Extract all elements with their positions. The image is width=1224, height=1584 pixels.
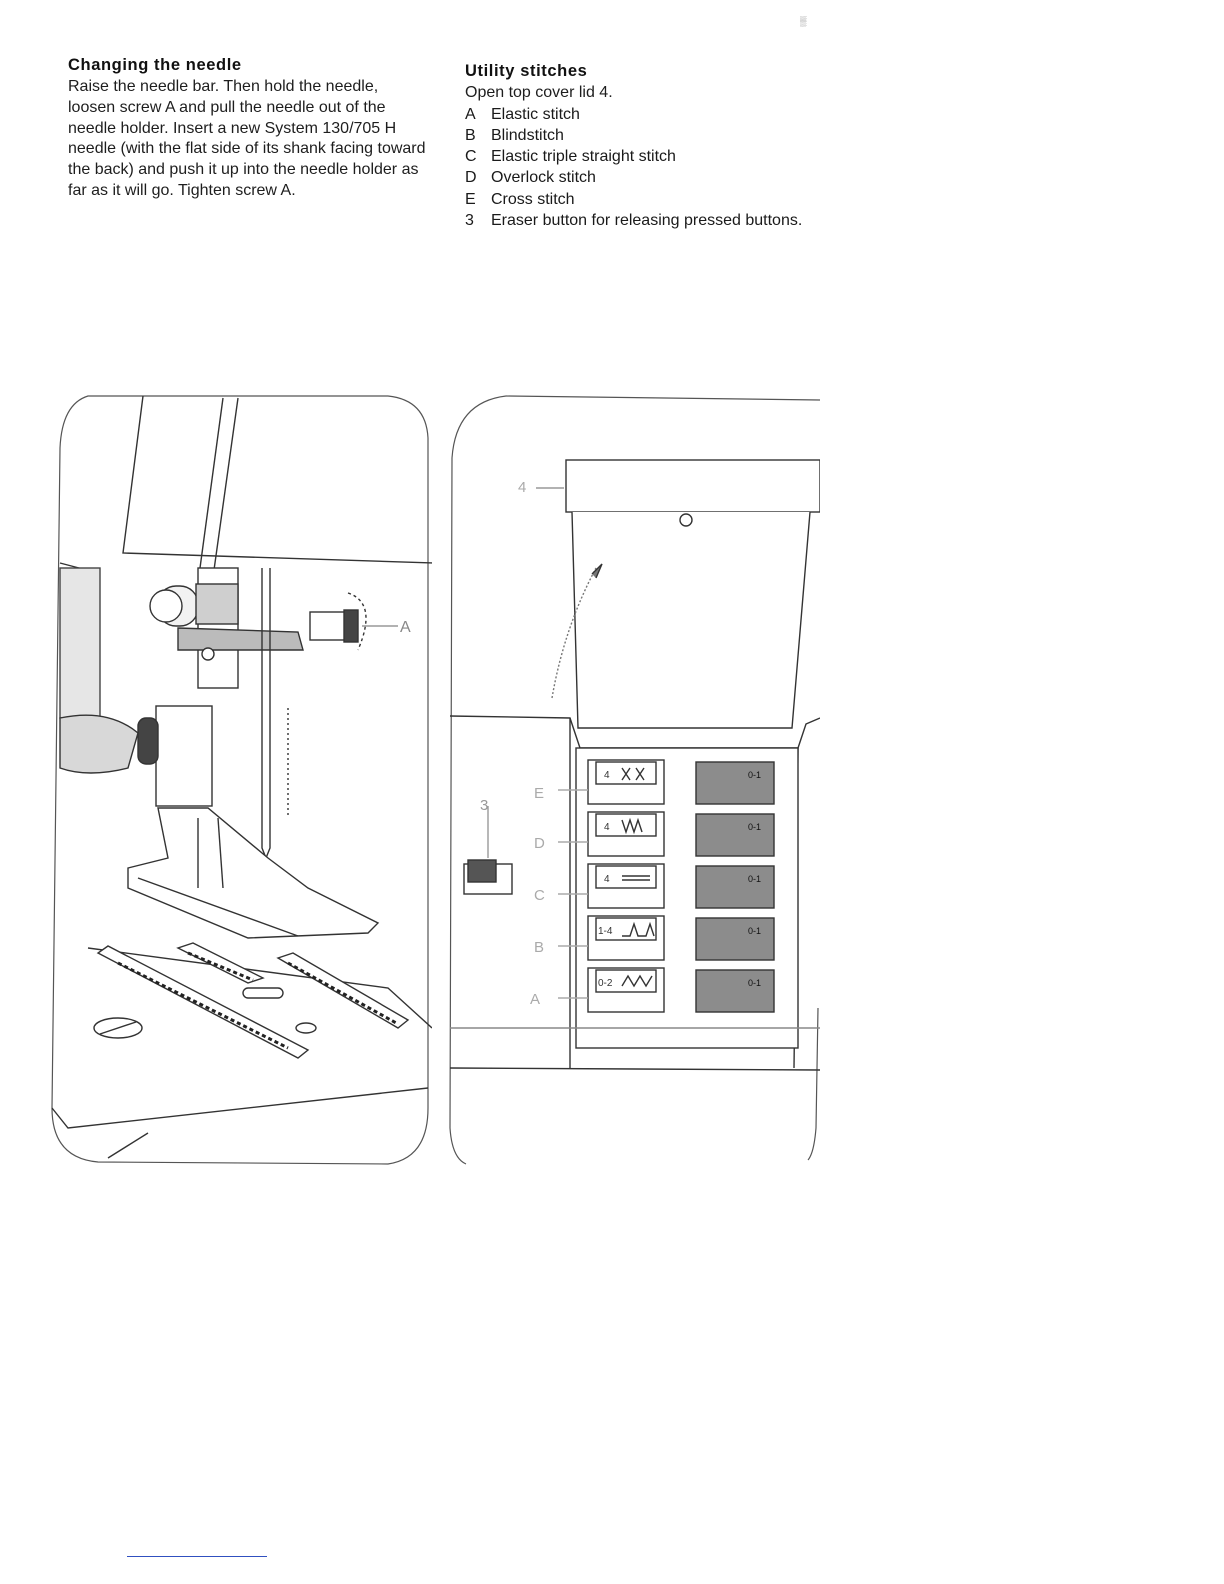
- svg-text:4: 4: [604, 770, 610, 781]
- figure-label-eraser: 3: [480, 797, 489, 814]
- button-label: E: [534, 785, 545, 802]
- svg-text:0-1: 0-1: [748, 978, 762, 988]
- svg-text:4: 4: [604, 874, 610, 885]
- list-item: E Cross stitch: [465, 190, 575, 208]
- list-item: C Elastic triple straight stitch: [465, 148, 676, 166]
- stitch-list: [465, 104, 825, 231]
- list-item: D Overlock stitch: [465, 169, 596, 187]
- svg-text:0-1: 0-1: [748, 770, 762, 780]
- section-title: Utility stitches: [465, 62, 588, 80]
- svg-text:4: 4: [604, 822, 610, 833]
- button-label: A: [530, 991, 541, 1008]
- svg-text:0-2: 0-2: [598, 978, 613, 989]
- svg-text:0-1: 0-1: [748, 926, 762, 936]
- list-item: A Elastic stitch: [465, 105, 580, 123]
- svg-text:0-1: 0-1: [748, 822, 762, 832]
- needle-illustration: [48, 388, 432, 1170]
- list-item: B Blindstitch: [465, 127, 564, 144]
- utility-stitches-section: [465, 62, 825, 231]
- bottom-rule: [127, 1556, 267, 1557]
- svg-text:0-1: 0-1: [748, 874, 762, 884]
- svg-text:1-4: 1-4: [598, 926, 613, 937]
- section-title: Changing the needle: [68, 56, 242, 74]
- button-label: D: [534, 835, 545, 852]
- figure-label-lid: 4: [518, 479, 527, 496]
- button-row-a: [530, 968, 774, 1012]
- list-item: 3 Eraser button for releasing pressed buttons.: [465, 211, 803, 229]
- figure-label-screw: A: [400, 619, 411, 636]
- button-label: C: [534, 887, 545, 904]
- section-intro: Open top cover lid 4.: [465, 84, 613, 101]
- section-body: Raise the needle bar. Then hold the needle, loosen screw A and pull the needle out of the needle holder. Insert a new System 130/705 H needle (with the flat side of its shank facing toward the back) and push it up into the needle holder as far as it will go. Tighten screw A.: [68, 78, 426, 199]
- stitch-buttons-illustration: [446, 388, 820, 1170]
- changing-needle-section: [68, 56, 428, 202]
- button-label: B: [534, 939, 545, 956]
- corner-mark: ▒: [800, 16, 807, 26]
